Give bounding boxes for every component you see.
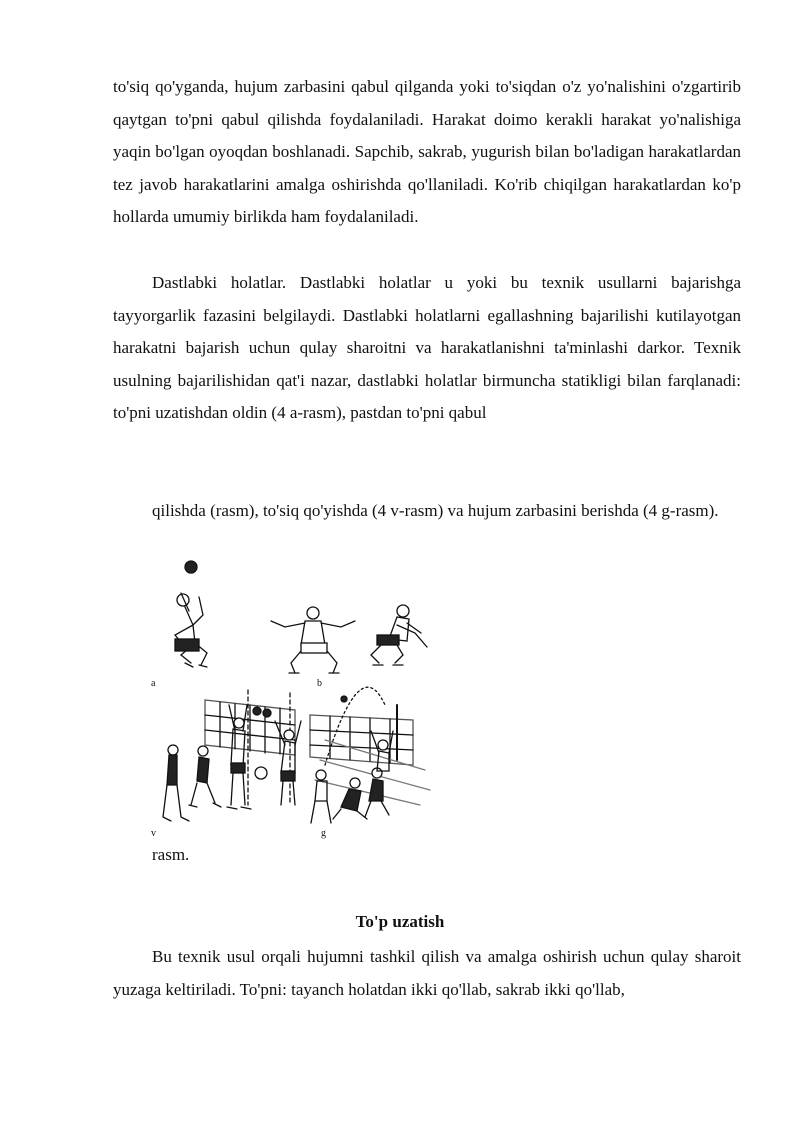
players-g-illustration <box>311 731 393 823</box>
figure-label-g: g <box>321 828 326 839</box>
volleyball-figure <box>145 555 445 845</box>
net-g-illustration <box>310 687 430 805</box>
volleyball-illustration <box>145 555 445 845</box>
paragraph-1: to'siq qo'yganda, hujum zarbasini qabul qilganda yoki to'siqdan o'z yo'nalishini o'zgartirib qaytgan to'pni qabul qilishda foydalaniladi. Harakat doimo kerakli harakat yo'nalishiga yaqin bo'lgan oyoqdan boshlanadi. Sapchib, sakrab, yugurish bilan bo'ladigan harakatlardan tez javob harakatlarini amalga oshirishda qo'llaniladi. Ko'rib chiqilgan harakatlardan ko'p hollarda umumiy birlikda ham foydalaniladi. <box>113 77 741 227</box>
player-a-illustration <box>175 561 207 667</box>
figure-caption: rasm. <box>152 845 190 864</box>
paragraph-continuation: qilishda (rasm), to'siq qo'yishda (4 v-rasm) va hujum zarbasini berishda (4 g-rasm). <box>152 501 719 520</box>
net-v-illustration <box>205 690 295 805</box>
player-c-illustration <box>371 605 427 665</box>
player-b-illustration <box>271 607 355 673</box>
section-heading: To'p uzatish <box>355 912 445 931</box>
figure-label-a: a <box>151 678 156 689</box>
figure-label-v: v <box>151 828 156 839</box>
figure-label-b: b <box>317 678 322 689</box>
paragraph-initial-positions: Dastlabki holatlar. Dastlabki holatlar u yoki bu texnik usullarni bajarishga tayyorgarlik fazasini belgilaydi. Dastlabki holatlarni egallashning bajarilishi kutilayotgan harakatni bajarish uchun qulay sharoitni va harakatlanishni ta'minlashi darkor. Texnik usulning bajarilishidan qat'i nazar, dastlabki holatlar birmuncha statikligi bilan farqlanadi: to'pni uzatishdan oldin (4 a-rasm), pastdan to'pni qabul <box>113 273 741 423</box>
paragraph-passing: Bu texnik usul orqali hujumni tashkil qilish va amalga oshirish uchun qulay sharoit yuzaga keltiriladi. To'pni: tayanch holatdan ikki qo'llab, sakrab ikki qo'llab, <box>113 947 741 999</box>
